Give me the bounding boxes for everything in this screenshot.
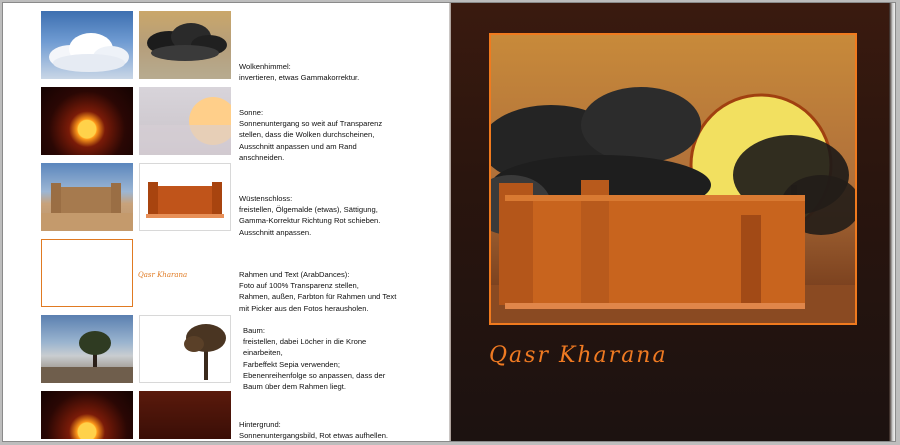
note-title: Baum:	[243, 326, 265, 335]
note-sky	[239, 61, 359, 83]
thumb-tree-cutout[interactable]	[139, 315, 231, 383]
note-sun	[239, 107, 382, 163]
thumb-frame[interactable]	[41, 239, 133, 307]
castle-image	[41, 163, 133, 231]
page-edge	[889, 3, 895, 441]
tree-cutout-image	[140, 316, 230, 382]
small-caption: Qasr Kharana	[138, 271, 188, 279]
note-tree	[243, 325, 385, 392]
composite-image	[491, 35, 855, 323]
note-body: freistellen, Ölgemalde (etwas), Sättigung, Gamma-Korrektur Richtung Rot schieben. Ausschnitt anpassen.	[239, 205, 381, 237]
thumb-tree-original[interactable]	[41, 315, 133, 383]
tree-image	[41, 315, 133, 383]
thumb-background-edited[interactable]	[139, 391, 231, 439]
thumb-sky-inverted[interactable]	[139, 11, 231, 79]
note-castle	[239, 193, 380, 238]
thumb-sky-original[interactable]	[41, 11, 133, 79]
note-title: Wüstenschloss:	[239, 194, 293, 203]
left-page	[3, 3, 451, 441]
note-body: Sonnenuntergangsbild, Rot etwas aufhellen.	[239, 431, 389, 441]
thumb-background-original[interactable]	[41, 391, 133, 439]
thumb-castle-cutout[interactable]	[139, 163, 231, 231]
thumb-castle-original[interactable]	[41, 163, 133, 231]
page-caption: Qasr Kharana	[489, 343, 668, 368]
photo-book-spread	[2, 2, 896, 442]
note-title: Wolkenhimmel:	[239, 62, 291, 71]
note-body: Sonnenuntergang so weit auf Transparenz stellen, dass die Wolken durchscheinen, Ausschnitt anpassen und am Rand anschneiden.	[239, 119, 383, 162]
note-frame	[239, 269, 396, 314]
note-body: Foto auf 100% Transparenz stellen, Rahmen, außen, Farbton für Rahmen und Text mit Picker aus den Fotos herausholen.	[239, 281, 397, 313]
thumb-sunset-original[interactable]	[41, 87, 133, 155]
dark-cloud-image	[139, 11, 231, 79]
cloud-image	[41, 11, 133, 79]
note-background	[239, 419, 388, 441]
note-body: invertieren, etwas Gammakorrektur.	[239, 73, 360, 83]
note-title: Sonne:	[239, 108, 264, 117]
note-title: Rahmen und Text (ArabDances):	[239, 270, 350, 279]
thumb-sunset-transparent[interactable]	[139, 87, 231, 155]
note-body: freistellen, dabei Löcher in die Krone einarbeiten, Farbeffekt Sepia verwenden; Ebenenreihenfolge so anpassen, dass der Baum über dem Rahmen liegt.	[243, 337, 386, 392]
sun-image	[139, 87, 231, 155]
note-title: Hintergrund:	[239, 420, 281, 429]
castle-cutout-image	[140, 164, 230, 230]
right-page	[451, 3, 895, 441]
main-photo-frame[interactable]	[489, 33, 857, 325]
